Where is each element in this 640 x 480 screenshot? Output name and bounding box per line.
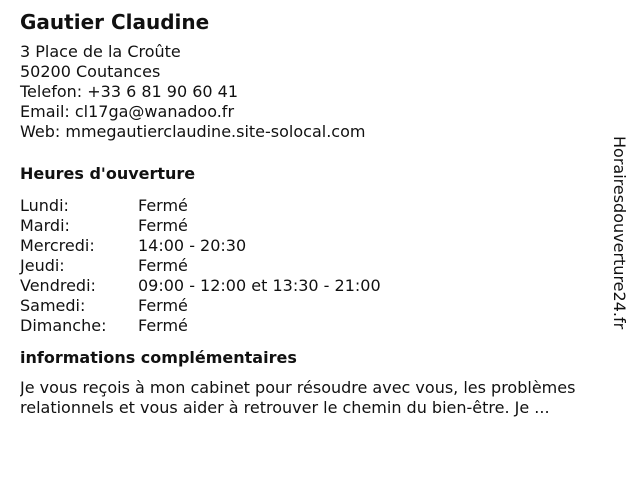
day-label-sunday: Dimanche: — [20, 316, 107, 335]
day-label-thursday: Jeudi: — [20, 256, 65, 275]
day-label-wednesday: Mercredi: — [20, 236, 95, 255]
day-label-monday: Lundi: — [20, 196, 69, 215]
hours-value-monday: Fermé — [138, 196, 188, 215]
hours-value-wednesday: 14:00 - 20:30 — [138, 236, 247, 255]
hours-row-saturday — [20, 296, 620, 316]
hours-row-tuesday — [20, 216, 620, 236]
hours-value-sunday: Fermé — [138, 316, 188, 335]
email-address: Email: cl17ga@wanadoo.fr — [20, 102, 235, 121]
business-card — [20, 8, 620, 468]
site-watermark: Horairesdouverture24.fr — [610, 136, 629, 330]
hours-row-friday — [20, 276, 620, 296]
day-label-friday: Vendredi: — [20, 276, 96, 295]
hours-row-thursday — [20, 256, 620, 276]
hours-row-monday — [20, 196, 620, 216]
phone-number: Telefon: +33 6 81 90 60 41 — [20, 82, 239, 101]
hours-value-thursday: Fermé — [138, 256, 188, 275]
additional-info-heading: informations complémentaires — [20, 348, 297, 367]
website-address: Web: mmegautierclaudine.site-solocal.com — [20, 122, 366, 141]
hours-row-sunday — [20, 316, 620, 336]
street-address: 3 Place de la Croûte — [20, 42, 181, 61]
day-label-tuesday: Mardi: — [20, 216, 70, 235]
business-description: Je vous reçois à mon cabinet pour résoudre avec vous, les problèmes relationnels et vous aider à retrouver le chemin du bien-être. Je ... — [20, 378, 576, 417]
hours-row-wednesday — [20, 236, 620, 256]
contact-details — [20, 42, 620, 142]
postal-city: 50200 Coutances — [20, 62, 161, 81]
hours-value-friday: 09:00 - 12:00 et 13:30 - 21:00 — [138, 276, 381, 295]
hours-value-saturday: Fermé — [138, 296, 188, 315]
day-label-saturday: Samedi: — [20, 296, 86, 315]
opening-hours-table — [20, 196, 620, 336]
opening-hours-heading: Heures d'ouverture — [20, 164, 196, 183]
business-name: Gautier Claudine — [20, 10, 210, 34]
hours-value-tuesday: Fermé — [138, 216, 188, 235]
